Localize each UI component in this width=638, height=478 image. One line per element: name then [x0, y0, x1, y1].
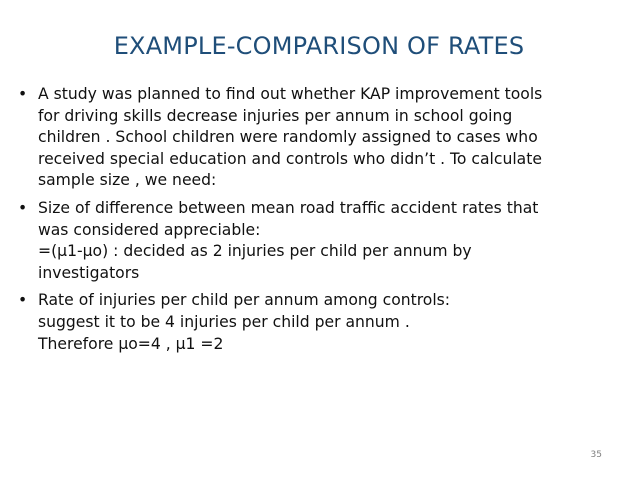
body-text: A study was planned to find out whether KAP improvement tools	[38, 85, 543, 103]
continuation-line	[18, 334, 622, 356]
body-text: Therefore μo=4 , μ1 =2	[38, 334, 224, 353]
body-text: received special education and controls who didn’t . To calculate	[38, 149, 542, 168]
continuation-line	[18, 220, 622, 242]
continuation-line	[18, 127, 622, 149]
body-text: sample size , we need:	[38, 171, 217, 190]
bullet-line	[18, 290, 622, 312]
bullet-dot: •	[18, 291, 28, 310]
continuation-line	[18, 106, 622, 128]
continuation-line	[18, 241, 622, 263]
continuation-line	[18, 170, 622, 192]
body-text: for driving skills decrease injuries per annum in school going	[38, 106, 513, 125]
bullet-line	[18, 84, 622, 106]
bullet-dot: •	[18, 198, 28, 217]
continuation-line	[18, 263, 622, 285]
body-text: =(μ1-μo) : decided as 2 injuries per child per annum by	[38, 242, 472, 261]
body-text: suggest it to be 4 injuries per child per annum .	[38, 312, 410, 331]
body-text: was considered appreciable:	[38, 220, 261, 239]
continuation-line	[18, 312, 622, 334]
slide-title: EXAMPLE-COMPARISON OF RATES	[113, 32, 525, 60]
bullet-dot: •	[18, 85, 28, 103]
body-text: Rate of injuries per child per annum among controls:	[38, 291, 451, 310]
slide-body	[18, 84, 622, 355]
body-text: children . School children were randomly assigned to cases who	[38, 128, 538, 147]
body-text: investigators	[38, 263, 140, 282]
body-text: Size of difference between mean road traffic accident rates that	[38, 198, 539, 217]
continuation-line	[18, 149, 622, 171]
bullet-line	[18, 198, 622, 220]
page-number: 35	[590, 450, 602, 460]
